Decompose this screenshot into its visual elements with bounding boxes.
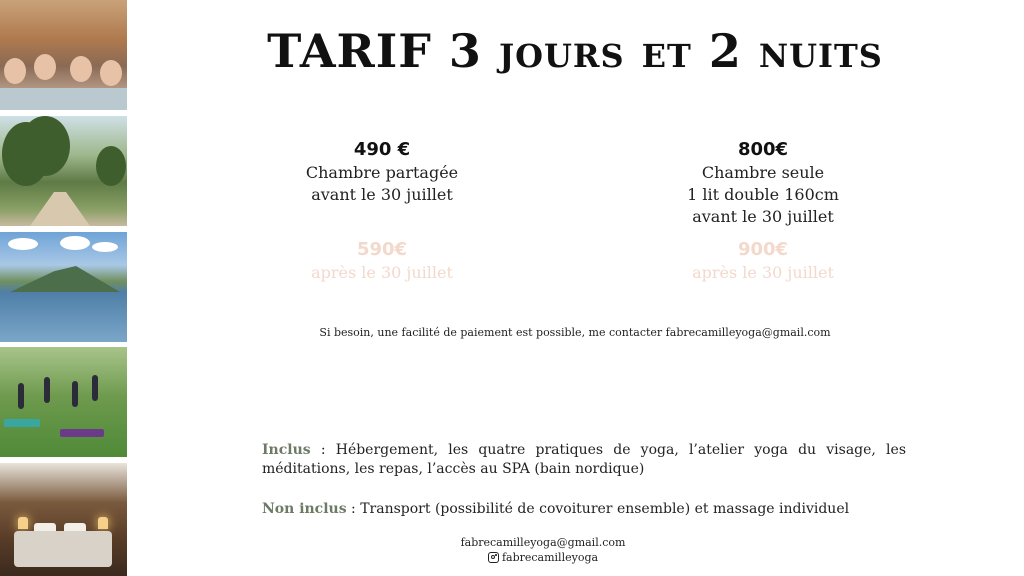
photo-hot-tub-friends [0, 0, 127, 110]
offer-price: 490 € [353, 139, 411, 160]
photo-strip [0, 0, 128, 576]
late-offer-single-room [613, 238, 913, 284]
offer-line: 1 lit double 160cm [687, 185, 839, 204]
late-offer-shared-room [232, 238, 532, 284]
late-text: après le 30 juillet [692, 263, 834, 282]
late-price: 590€ [356, 239, 408, 260]
offer-line: Chambre seule [701, 163, 825, 182]
included-section [262, 441, 906, 479]
offer-single-room [613, 138, 913, 228]
offer-line: avant le 30 juillet [311, 185, 453, 204]
contact-block [430, 535, 656, 567]
offer-line: Chambre partagée [305, 163, 459, 182]
page-title: TARIF 3 jours et 2 nuits [267, 24, 883, 78]
offer-price: 800€ [737, 139, 789, 160]
instagram-handle: fabrecamilleyoga [501, 551, 599, 564]
not-included-section [262, 500, 906, 519]
payment-note: Si besoin, une facilité de paiement est possible, me contacter fabrecamilleyoga@gmail.com [319, 326, 831, 339]
included-label: Inclus [262, 442, 311, 458]
late-price: 900€ [737, 239, 789, 260]
instagram-row[interactable] [488, 550, 598, 565]
offer-line: avant le 30 juillet [692, 207, 834, 226]
photo-lake-landscape [0, 232, 127, 342]
not-included-text: : Transport (possibilité de covoiturer ensemble) et massage individuel [346, 501, 850, 517]
contact-email[interactable]: fabrecamilleyoga@gmail.com [460, 536, 626, 549]
photo-bedroom [0, 463, 127, 576]
instagram-icon [488, 552, 499, 563]
photo-manor-garden [0, 116, 127, 226]
late-text: après le 30 juillet [311, 263, 453, 282]
included-text: : Hébergement, les quatre pratiques de yoga, l’atelier yoga du visage, les méditations, les repas, l’accès au SPA (bain nordique) [262, 442, 906, 477]
offer-shared-room [232, 138, 532, 206]
photo-outdoor-yoga [0, 347, 127, 457]
not-included-label: Non inclus [262, 501, 347, 517]
